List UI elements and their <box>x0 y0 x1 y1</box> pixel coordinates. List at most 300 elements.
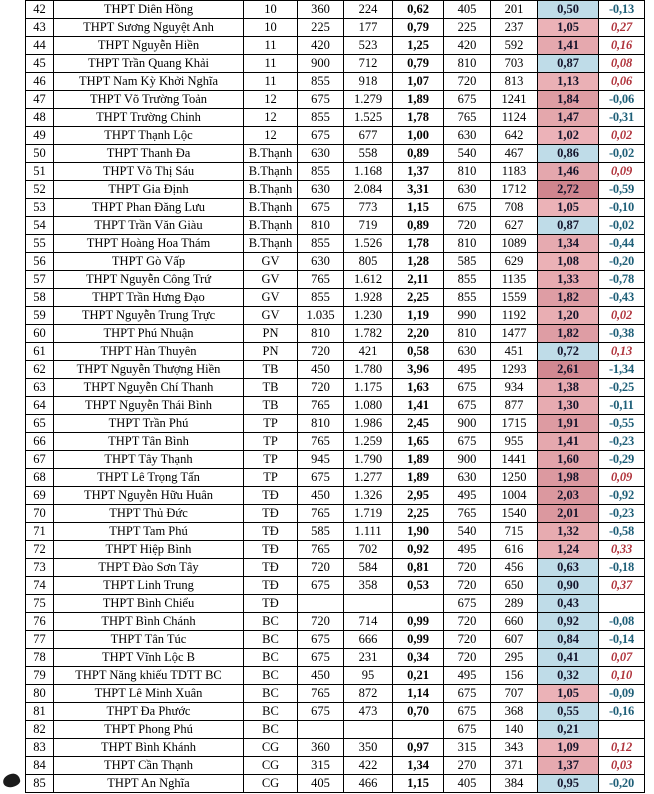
quota-b: 720 <box>444 649 491 667</box>
row-number: 71 <box>26 523 54 541</box>
ratio-diff: 0,16 <box>599 37 645 55</box>
quota-b: 420 <box>444 37 491 55</box>
table-row <box>26 451 645 469</box>
row-number: 67 <box>26 451 54 469</box>
quota-b: 225 <box>444 19 491 37</box>
applicants-a <box>344 595 393 613</box>
applicants-a: 466 <box>344 775 393 793</box>
table-row <box>26 559 645 577</box>
quota-b: 675 <box>444 433 491 451</box>
row-number: 45 <box>26 55 54 73</box>
district-code: TP <box>244 415 298 433</box>
applicants-a: 702 <box>344 541 393 559</box>
ratio-diff: -0,23 <box>599 433 645 451</box>
applicants-a: 1.612 <box>344 271 393 289</box>
school-name: THPT Tân Bình <box>54 433 244 451</box>
applicants-b: 1241 <box>491 91 538 109</box>
applicants-b: 708 <box>491 199 538 217</box>
applicants-b: 629 <box>491 253 538 271</box>
ratio-diff: -0,55 <box>599 415 645 433</box>
ratio-diff: 0,27 <box>599 19 645 37</box>
ratio-b: 0,32 <box>538 667 599 685</box>
row-number: 75 <box>26 595 54 613</box>
quota-b: 720 <box>444 217 491 235</box>
district-code: TB <box>244 397 298 415</box>
quota-b: 810 <box>444 235 491 253</box>
district-code: 10 <box>244 19 298 37</box>
ratio-diff: 0,10 <box>599 667 645 685</box>
table-row <box>26 487 645 505</box>
applicants-b: 368 <box>491 703 538 721</box>
ratio-b: 1,38 <box>538 379 599 397</box>
applicants-a: 350 <box>344 739 393 757</box>
school-name: THPT Lê Minh Xuân <box>54 685 244 703</box>
applicants-b: 1712 <box>491 181 538 199</box>
district-code: B.Thạnh <box>244 163 298 181</box>
school-name: THPT Gia Định <box>54 181 244 199</box>
table-row <box>26 415 645 433</box>
school-name: THPT Thạnh Lộc <box>54 127 244 145</box>
ratio-b: 0,50 <box>538 1 599 19</box>
applicants-b: 877 <box>491 397 538 415</box>
ratio-a: 3,96 <box>393 361 444 379</box>
table-row <box>26 253 645 271</box>
table-row <box>26 433 645 451</box>
ratio-b: 1,13 <box>538 73 599 91</box>
applicants-a: 1.175 <box>344 379 393 397</box>
ratio-diff: -0,06 <box>599 91 645 109</box>
ratio-diff: 0,09 <box>599 469 645 487</box>
quota-a: 855 <box>298 109 344 127</box>
ratio-b: 0,84 <box>538 631 599 649</box>
applicants-a: 422 <box>344 757 393 775</box>
quota-a: 855 <box>298 289 344 307</box>
quota-b: 675 <box>444 595 491 613</box>
table-row <box>26 541 645 559</box>
district-code: CG <box>244 757 298 775</box>
ratio-a: 2,25 <box>393 289 444 307</box>
quota-a: 765 <box>298 685 344 703</box>
row-number: 52 <box>26 181 54 199</box>
row-number: 48 <box>26 109 54 127</box>
ratio-b: 0,95 <box>538 775 599 793</box>
ratio-diff: -0,08 <box>599 613 645 631</box>
quota-b: 990 <box>444 307 491 325</box>
applicants-a: 918 <box>344 73 393 91</box>
table-row <box>26 19 645 37</box>
ratio-a: 1,78 <box>393 235 444 253</box>
district-code: B.Thạnh <box>244 235 298 253</box>
school-name: THPT Tây Thạnh <box>54 451 244 469</box>
ratio-diff: 0,37 <box>599 577 645 595</box>
table-row <box>26 649 645 667</box>
table-row <box>26 577 645 595</box>
quota-b: 720 <box>444 577 491 595</box>
ratio-a: 1,00 <box>393 127 444 145</box>
applicants-b: 289 <box>491 595 538 613</box>
ratio-a: 1,07 <box>393 73 444 91</box>
table-row <box>26 721 645 739</box>
row-number: 63 <box>26 379 54 397</box>
school-name: THPT Gò Vấp <box>54 253 244 271</box>
row-number: 60 <box>26 325 54 343</box>
table-row <box>26 739 645 757</box>
ratio-a: 0,97 <box>393 739 444 757</box>
row-number: 65 <box>26 415 54 433</box>
row-number: 81 <box>26 703 54 721</box>
ratio-a: 1,78 <box>393 109 444 127</box>
district-code: 12 <box>244 91 298 109</box>
ratio-a: 1,65 <box>393 433 444 451</box>
applicants-b: 934 <box>491 379 538 397</box>
row-number: 69 <box>26 487 54 505</box>
school-name: THPT Diên Hồng <box>54 1 244 19</box>
applicants-b: 1715 <box>491 415 538 433</box>
applicants-a: 1.986 <box>344 415 393 433</box>
quota-a: 675 <box>298 91 344 109</box>
table-row <box>26 91 645 109</box>
quota-a: 675 <box>298 703 344 721</box>
quota-a: 360 <box>298 1 344 19</box>
ratio-b: 2,03 <box>538 487 599 505</box>
row-number: 53 <box>26 199 54 217</box>
ratio-a: 1,19 <box>393 307 444 325</box>
ratio-diff: -0,02 <box>599 145 645 163</box>
applicants-a: 805 <box>344 253 393 271</box>
ratio-b: 0,43 <box>538 595 599 613</box>
row-number: 62 <box>26 361 54 379</box>
applicants-b: 237 <box>491 19 538 37</box>
table-row <box>26 109 645 127</box>
table-row <box>26 361 645 379</box>
school-name: THPT Bình Chánh <box>54 613 244 631</box>
school-name: THPT Đào Sơn Tây <box>54 559 244 577</box>
table-row <box>26 325 645 343</box>
ratio-a: 1,15 <box>393 775 444 793</box>
ratio-diff: -0,43 <box>599 289 645 307</box>
ratio-diff: -0,09 <box>599 685 645 703</box>
school-name: THPT Võ Trường Toản <box>54 91 244 109</box>
row-number: 54 <box>26 217 54 235</box>
ratio-a: 2,95 <box>393 487 444 505</box>
quota-a: 675 <box>298 127 344 145</box>
school-name: THPT Phong Phú <box>54 721 244 739</box>
ratio-a: 0,99 <box>393 613 444 631</box>
ratio-b: 1,41 <box>538 37 599 55</box>
district-code: PN <box>244 343 298 361</box>
applicants-b: 1135 <box>491 271 538 289</box>
table-row <box>26 163 645 181</box>
quota-b: 765 <box>444 505 491 523</box>
ratio-b: 0,55 <box>538 703 599 721</box>
applicants-a: 1.230 <box>344 307 393 325</box>
quota-b: 810 <box>444 163 491 181</box>
district-code: 11 <box>244 55 298 73</box>
table-row <box>26 523 645 541</box>
ratio-a: 2,45 <box>393 415 444 433</box>
district-code: 10 <box>244 1 298 19</box>
row-number: 66 <box>26 433 54 451</box>
quota-b: 900 <box>444 451 491 469</box>
ratio-b: 1,32 <box>538 523 599 541</box>
ratio-b: 1,46 <box>538 163 599 181</box>
applicants-b: 1183 <box>491 163 538 181</box>
ratio-b: 1,41 <box>538 433 599 451</box>
quota-a: 675 <box>298 469 344 487</box>
district-code: TP <box>244 469 298 487</box>
school-name: THPT An Nghĩa <box>54 775 244 793</box>
ratio-a: 0,92 <box>393 541 444 559</box>
district-code: TP <box>244 433 298 451</box>
ratio-diff: 0,02 <box>599 307 645 325</box>
ratio-b: 1,09 <box>538 739 599 757</box>
district-code: BC <box>244 631 298 649</box>
quota-b: 900 <box>444 415 491 433</box>
district-code: TĐ <box>244 577 298 595</box>
row-number: 59 <box>26 307 54 325</box>
ratio-diff: -0,20 <box>599 253 645 271</box>
applicants-a: 1.782 <box>344 325 393 343</box>
quota-a: 225 <box>298 19 344 37</box>
row-number: 43 <box>26 19 54 37</box>
district-code: TB <box>244 361 298 379</box>
table-row <box>26 289 645 307</box>
ratio-a: 1,89 <box>393 469 444 487</box>
applicants-b: 384 <box>491 775 538 793</box>
applicants-a: 677 <box>344 127 393 145</box>
district-code: BC <box>244 685 298 703</box>
ratio-b: 0,90 <box>538 577 599 595</box>
row-number: 56 <box>26 253 54 271</box>
ratio-a: 3,31 <box>393 181 444 199</box>
quota-b: 495 <box>444 667 491 685</box>
quota-a: 855 <box>298 163 344 181</box>
ratio-diff: -0,78 <box>599 271 645 289</box>
district-code: BC <box>244 721 298 739</box>
quota-a: 765 <box>298 397 344 415</box>
school-name: THPT Nguyễn Hữu Huân <box>54 487 244 505</box>
table-row <box>26 73 645 91</box>
table-row <box>26 37 645 55</box>
ratio-diff: 0,09 <box>599 163 645 181</box>
applicants-a: 177 <box>344 19 393 37</box>
district-code: TĐ <box>244 541 298 559</box>
table-row <box>26 469 645 487</box>
quota-a: 855 <box>298 73 344 91</box>
ratio-a: 0,79 <box>393 55 444 73</box>
table-row <box>26 1 645 19</box>
district-code: B.Thạnh <box>244 199 298 217</box>
quota-b: 405 <box>444 775 491 793</box>
row-number: 84 <box>26 757 54 775</box>
quota-a: 675 <box>298 199 344 217</box>
table-row <box>26 667 645 685</box>
quota-a: 675 <box>298 631 344 649</box>
ratio-diff: -0,16 <box>599 703 645 721</box>
quota-b: 675 <box>444 199 491 217</box>
quota-a: 720 <box>298 343 344 361</box>
applicants-a: 1.525 <box>344 109 393 127</box>
ratio-diff: 0,06 <box>599 73 645 91</box>
school-name: THPT Linh Trung <box>54 577 244 595</box>
applicants-b: 1124 <box>491 109 538 127</box>
ratio-diff: -0,02 <box>599 217 645 235</box>
row-number: 77 <box>26 631 54 649</box>
district-code: TB <box>244 379 298 397</box>
applicants-b: 451 <box>491 343 538 361</box>
applicants-b: 140 <box>491 721 538 739</box>
ratio-a: 1,15 <box>393 199 444 217</box>
school-name: THPT Trường Chinh <box>54 109 244 127</box>
quota-b: 675 <box>444 685 491 703</box>
row-number: 78 <box>26 649 54 667</box>
ratio-a: 1,89 <box>393 91 444 109</box>
row-number: 61 <box>26 343 54 361</box>
district-code: TĐ <box>244 505 298 523</box>
applicants-a: 1.279 <box>344 91 393 109</box>
ratio-b: 2,72 <box>538 181 599 199</box>
school-name: THPT Trần Phú <box>54 415 244 433</box>
ratio-a: 1,14 <box>393 685 444 703</box>
ratio-b: 1,08 <box>538 253 599 271</box>
applicants-b: 295 <box>491 649 538 667</box>
applicants-b: 343 <box>491 739 538 757</box>
quota-a: 630 <box>298 145 344 163</box>
ratio-b: 1,34 <box>538 235 599 253</box>
row-number: 44 <box>26 37 54 55</box>
row-number: 73 <box>26 559 54 577</box>
quota-a: 765 <box>298 541 344 559</box>
quota-b: 630 <box>444 127 491 145</box>
applicants-b: 642 <box>491 127 538 145</box>
table-row <box>26 379 645 397</box>
applicants-b: 1559 <box>491 289 538 307</box>
ratio-b: 0,63 <box>538 559 599 577</box>
school-name: THPT Nguyễn Thái Bình <box>54 397 244 415</box>
district-code: TP <box>244 451 298 469</box>
ratio-a: 0,79 <box>393 19 444 37</box>
ratio-diff <box>599 595 645 613</box>
ratio-b: 2,61 <box>538 361 599 379</box>
ratio-diff: -0,14 <box>599 631 645 649</box>
applicants-b: 1004 <box>491 487 538 505</box>
scan-smudge-artifact <box>2 772 21 788</box>
row-number: 76 <box>26 613 54 631</box>
ratio-b: 1,82 <box>538 325 599 343</box>
table-row <box>26 631 645 649</box>
ratio-a: 0,70 <box>393 703 444 721</box>
quota-b: 630 <box>444 343 491 361</box>
applicants-a: 1.780 <box>344 361 393 379</box>
ratio-b: 1,05 <box>538 199 599 217</box>
ratio-a: 0,34 <box>393 649 444 667</box>
ratio-a <box>393 721 444 739</box>
school-name: THPT Bình Khánh <box>54 739 244 757</box>
table-row <box>26 271 645 289</box>
table-row <box>26 343 645 361</box>
ratio-b: 1,60 <box>538 451 599 469</box>
ratio-diff: -0,38 <box>599 325 645 343</box>
school-name: THPT Vĩnh Lộc B <box>54 649 244 667</box>
district-code: GV <box>244 307 298 325</box>
ratio-a: 2,20 <box>393 325 444 343</box>
school-name: THPT Bình Chiểu <box>54 595 244 613</box>
applicants-b: 703 <box>491 55 538 73</box>
district-code: GV <box>244 271 298 289</box>
ratio-a: 0,89 <box>393 145 444 163</box>
quota-b: 720 <box>444 559 491 577</box>
quota-a: 585 <box>298 523 344 541</box>
school-name: THPT Nguyễn Hiền <box>54 37 244 55</box>
applicants-a: 584 <box>344 559 393 577</box>
ratio-b: 2,01 <box>538 505 599 523</box>
applicants-a: 231 <box>344 649 393 667</box>
applicants-a: 1.277 <box>344 469 393 487</box>
table-row <box>26 397 645 415</box>
row-number: 85 <box>26 775 54 793</box>
school-name: THPT Năng khiếu TDTT BC <box>54 667 244 685</box>
row-number: 55 <box>26 235 54 253</box>
table-row <box>26 235 645 253</box>
school-ratio-table <box>25 0 645 793</box>
ratio-b: 1,98 <box>538 469 599 487</box>
applicants-b: 371 <box>491 757 538 775</box>
ratio-b: 0,86 <box>538 145 599 163</box>
ratio-diff: -1,34 <box>599 361 645 379</box>
applicants-b: 456 <box>491 559 538 577</box>
row-number: 72 <box>26 541 54 559</box>
row-number: 83 <box>26 739 54 757</box>
district-code: GV <box>244 253 298 271</box>
ratio-diff: -0,10 <box>599 199 645 217</box>
applicants-a: 523 <box>344 37 393 55</box>
applicants-b: 627 <box>491 217 538 235</box>
quota-b: 540 <box>444 523 491 541</box>
quota-a: 810 <box>298 325 344 343</box>
table-row <box>26 145 645 163</box>
school-name: THPT Cần Thạnh <box>54 757 244 775</box>
table-row <box>26 595 645 613</box>
row-number: 42 <box>26 1 54 19</box>
applicants-a: 95 <box>344 667 393 685</box>
ratio-b: 0,72 <box>538 343 599 361</box>
quota-b: 675 <box>444 91 491 109</box>
quota-a: 720 <box>298 559 344 577</box>
quota-a: 810 <box>298 415 344 433</box>
ratio-a: 1,34 <box>393 757 444 775</box>
quota-a: 630 <box>298 181 344 199</box>
quota-b: 315 <box>444 739 491 757</box>
ratio-b: 1,33 <box>538 271 599 289</box>
quota-a: 450 <box>298 667 344 685</box>
ratio-a: 2,11 <box>393 271 444 289</box>
ratio-diff <box>599 721 645 739</box>
row-number: 68 <box>26 469 54 487</box>
row-number: 70 <box>26 505 54 523</box>
quota-b: 495 <box>444 541 491 559</box>
row-number: 80 <box>26 685 54 703</box>
quota-a: 450 <box>298 487 344 505</box>
ratio-a: 0,53 <box>393 577 444 595</box>
quota-b: 495 <box>444 487 491 505</box>
applicants-b: 1441 <box>491 451 538 469</box>
applicants-b: 707 <box>491 685 538 703</box>
ratio-a: 0,99 <box>393 631 444 649</box>
ratio-diff: -0,92 <box>599 487 645 505</box>
quota-a: 945 <box>298 451 344 469</box>
ratio-diff: 0,12 <box>599 739 645 757</box>
district-code: TĐ <box>244 487 298 505</box>
